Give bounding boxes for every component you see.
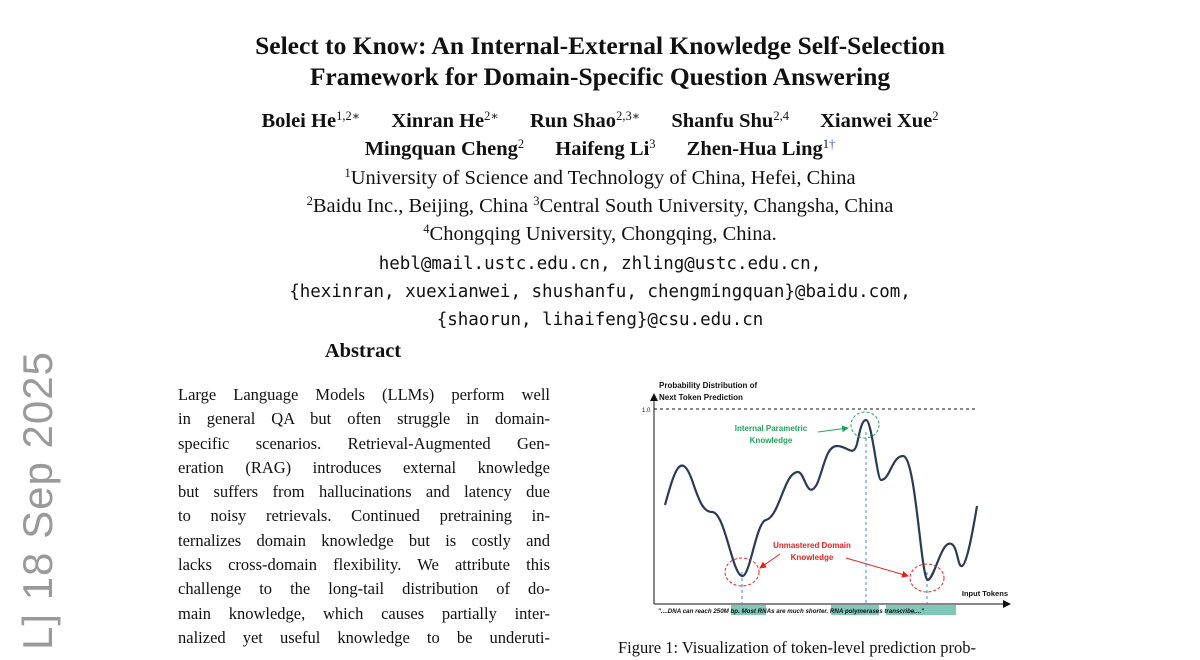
abstract-line: ternalizes domain knowledge but is costly and [178,530,550,550]
abstract-line: in general QA but often struggle in domain- [178,409,550,429]
title-line-1: Select to Know: An Internal-External Knowledge Self-Selection [255,31,945,60]
affiliation-1: $^1$University of Science and Technology of China, Hefei, China [344,166,856,189]
author: Run Shao$^{2,3∗}$ [530,109,641,132]
author: Xianwei Xue$^2$ [820,109,939,132]
x-axis-title: Input Tokens [961,589,1008,598]
affiliation-3: $^4$Chongqing University, Chongqing, China. [423,222,777,245]
abstract-line: main knowledge, which causes partially inter- [178,603,550,623]
title-line-2: Framework for Domain-Specific Question Answering [309,62,891,91]
author: Mingquan Cheng$^2$ [364,137,525,160]
peak-highlight-circle [851,412,879,438]
unmastered-knowledge-label-1: Unmastered Domain [773,541,851,550]
figure-1 [640,372,1020,622]
arxiv-stamp: L] 18 Sep 2025 [14,351,61,650]
abstract-line: to noisy retrievals. Continued pretraining in- [178,506,550,526]
paper-title [0,30,1200,92]
author: Bolei $He^{1,2∗}$ [261,109,361,132]
abstract-line: lacks cross-domain flexibility. We attribute this [178,555,550,575]
y-axis-title-2: Next Token Prediction [659,393,743,402]
internal-knowledge-label-1: Internal Parametric [734,424,808,433]
author: Zhen-Hua Ling$^{1\dagger}$ [686,137,836,160]
author: Xinran $He^{2∗}$ [391,109,499,132]
figure-caption: Figure 1: Visualization of token-level prediction prob- [618,638,976,657]
internal-arrow [818,428,848,432]
authors-row-1 [0,108,1200,134]
y-axis-title-1: Probability Distribution of [659,381,758,390]
unmastered-knowledge-label-2: Knowledge [790,553,834,562]
unmastered-arrow [760,554,780,568]
abstract-heading: Abstract [324,340,402,362]
abstract-body [178,383,550,650]
abstract-line: eration (RAG) introduces external knowledge [178,457,550,477]
abstract-line: specific scenarios. Retrieval-Augmented Gen- [178,433,550,453]
y-tick-label: 1.0 [642,408,651,414]
affiliation-2: $^2$Baidu Inc., Beijing, China $^3$Central South University, Changsha, China [306,194,894,217]
authors-row-2 [0,136,1200,162]
abstract-line: nalized yet useful knowledge to be underuti- [178,627,550,647]
email-line-2: {hexinran, xuexianwei, shushanfu, chengmingquan}@baidu.com, [289,282,911,302]
abstract-line: but suffers from hallucinations and latency due [178,482,550,502]
token-sequence: "....DNA can reach 250M bp. Most RNAs are much shorter. RNA polymerases transcribe...." [658,608,925,615]
dagger-mark: † [829,137,836,151]
unmastered-arrow [846,558,908,576]
author: Shanfu Shu$^{2,4}$ [671,109,789,132]
abstract-line: challenge to the long-tail distribution of do- [178,579,550,599]
email-line-3: {shaorun, lihaifeng}@csu.edu.cn [436,310,764,330]
abstract-line: Large Language Models (LLMs) perform well [178,385,550,404]
author: Haifeng Li$^3$ [555,137,656,160]
internal-knowledge-label-2: Knowledge [749,436,793,445]
email-line-1: hebl@mail.ustc.edu.cn, zhling@ustc.edu.cn, [378,254,822,274]
